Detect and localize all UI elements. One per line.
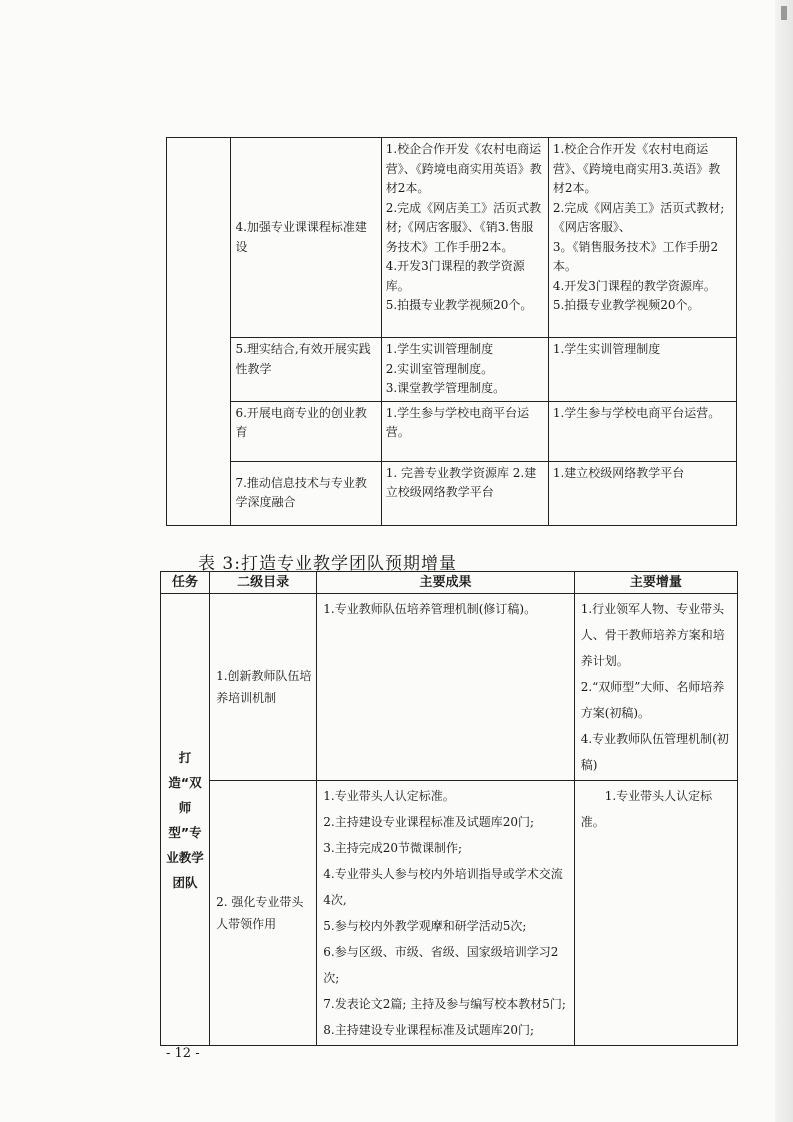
table-row xyxy=(161,594,738,781)
table-caption: 表 3:打造专业教学团队预期增量 xyxy=(198,554,457,574)
increments-cell xyxy=(574,594,737,781)
subcategory-cell: 1.创新教师队伍培养培训机制 xyxy=(210,594,317,781)
table-header-row xyxy=(161,572,738,594)
results-cell xyxy=(381,401,548,461)
item-cell: 7.推动信息技术与专业教学深度融合 xyxy=(231,461,381,525)
list-item: 4.专业教师队伍管理机制(初稿) xyxy=(580,732,729,772)
list-item: 1.校企合作开发《农村电商运营》、《跨境电商实用3.英语》教材2本。 xyxy=(552,142,721,195)
list-item: 1.学生实训管理制度 xyxy=(385,342,494,356)
table-row xyxy=(167,401,737,461)
list-item: 4.开发3门课程的教学资源库。 xyxy=(552,278,716,293)
results-cell xyxy=(381,461,548,525)
list-item: 1.专业带头人认定标准。 xyxy=(323,789,455,803)
list-item: 2.主持建设专业课程标准及试题库20门; xyxy=(323,815,535,829)
list-item: 3。《销售服务技术》工作手册2本。 xyxy=(552,239,719,273)
list-item: 5.拍摄专业教学视频20个。 xyxy=(552,298,700,312)
table-row xyxy=(167,138,737,338)
list-item: 6.参与区级、市级、省级、国家级培训学习2次; xyxy=(323,945,559,985)
results-cell xyxy=(381,138,548,338)
list-item: 2.完成《网店美工》活页式教材;《网店客服》、 xyxy=(552,200,725,234)
list-item: 1.专业教师队伍培养管理机制(修订稿)。 xyxy=(323,602,537,616)
list-item: 4.专业带头人参与校内外培训指导或学术交流4次, xyxy=(323,867,563,907)
table-row xyxy=(167,338,737,402)
increments-cell xyxy=(548,401,736,461)
increments-cell xyxy=(548,138,736,338)
scan-mark xyxy=(781,6,787,20)
list-item: 8.主持建设专业课程标准及试题库20门; xyxy=(323,1023,535,1037)
list-item: 2.实训室管理制度。 xyxy=(385,361,494,376)
header-task: 任务 xyxy=(161,572,210,594)
list-item: 1.学生参与学校电商平台运营。 xyxy=(552,405,721,420)
item-cell: 4.加强专业课课程标准建设 xyxy=(231,138,381,338)
list-item: 5.拍摄专业教学视频20个。 xyxy=(385,298,533,312)
increments-cell xyxy=(548,461,736,525)
results-cell xyxy=(317,594,574,781)
results-cell xyxy=(381,338,548,402)
list-item: 3.课堂教学管理制度。 xyxy=(385,381,506,395)
list-item: 1.专业带头人认定标准。 xyxy=(580,789,713,829)
list-item: 2.完成《网店美工》活页式教材;《网店客服》、《销3.售服务技术》工作手册2本。 xyxy=(385,200,542,254)
list-item: 4.开发3门课程的教学资源库。 xyxy=(385,259,525,293)
task-cell-continued xyxy=(167,138,231,526)
list-item: 1.行业领军人物、专业带头人、骨干教师培养方案和培养计划。 xyxy=(580,602,725,668)
page-edge-shadow xyxy=(775,0,793,1122)
list-item: 7.发表论文2篇; 主持及参与编写校本教材5门; xyxy=(323,997,566,1011)
item-cell: 5.理实结合,有效开展实践性教学 xyxy=(231,338,381,402)
increments-cell xyxy=(574,781,737,1046)
table-row xyxy=(167,461,737,525)
list-item: 3.主持完成20节微课制作; xyxy=(323,841,463,855)
list-item: 1.学生参与学校电商平台运营。 xyxy=(385,405,530,439)
list-item: 5.参与校内外教学观摩和研学活动5次; xyxy=(323,919,527,933)
results-cell xyxy=(317,781,574,1046)
list-item: 2.“双师型”大师、名师培养方案(初稿)。 xyxy=(580,680,725,720)
task-cell: 打造“双师型”专业教学团队 xyxy=(161,594,210,1046)
header-increments: 主要增量 xyxy=(574,572,737,594)
header-results: 主要成果 xyxy=(317,572,574,594)
continued-table xyxy=(166,137,737,526)
header-subcategory: 二级目录 xyxy=(210,572,317,594)
team-increment-table xyxy=(160,571,738,1046)
subcategory-cell: 2. 强化专业带头人带领作用 xyxy=(210,781,317,1046)
list-item: 1.校企合作开发《农村电商运营》、《跨境电商实用英语》教材2本。 xyxy=(385,142,542,195)
list-item: 1. 完善专业教学资源库 2.建立校级网络教学平台 xyxy=(385,465,537,499)
increments-cell xyxy=(548,338,736,402)
item-cell: 6.开展电商专业的创业教育 xyxy=(231,401,381,461)
list-item: 1.建立校级网络教学平台 xyxy=(552,465,685,480)
page-number: - 12 - xyxy=(166,1046,200,1061)
table-row xyxy=(161,781,738,1046)
list-item: 1.学生实训管理制度 xyxy=(552,342,661,356)
